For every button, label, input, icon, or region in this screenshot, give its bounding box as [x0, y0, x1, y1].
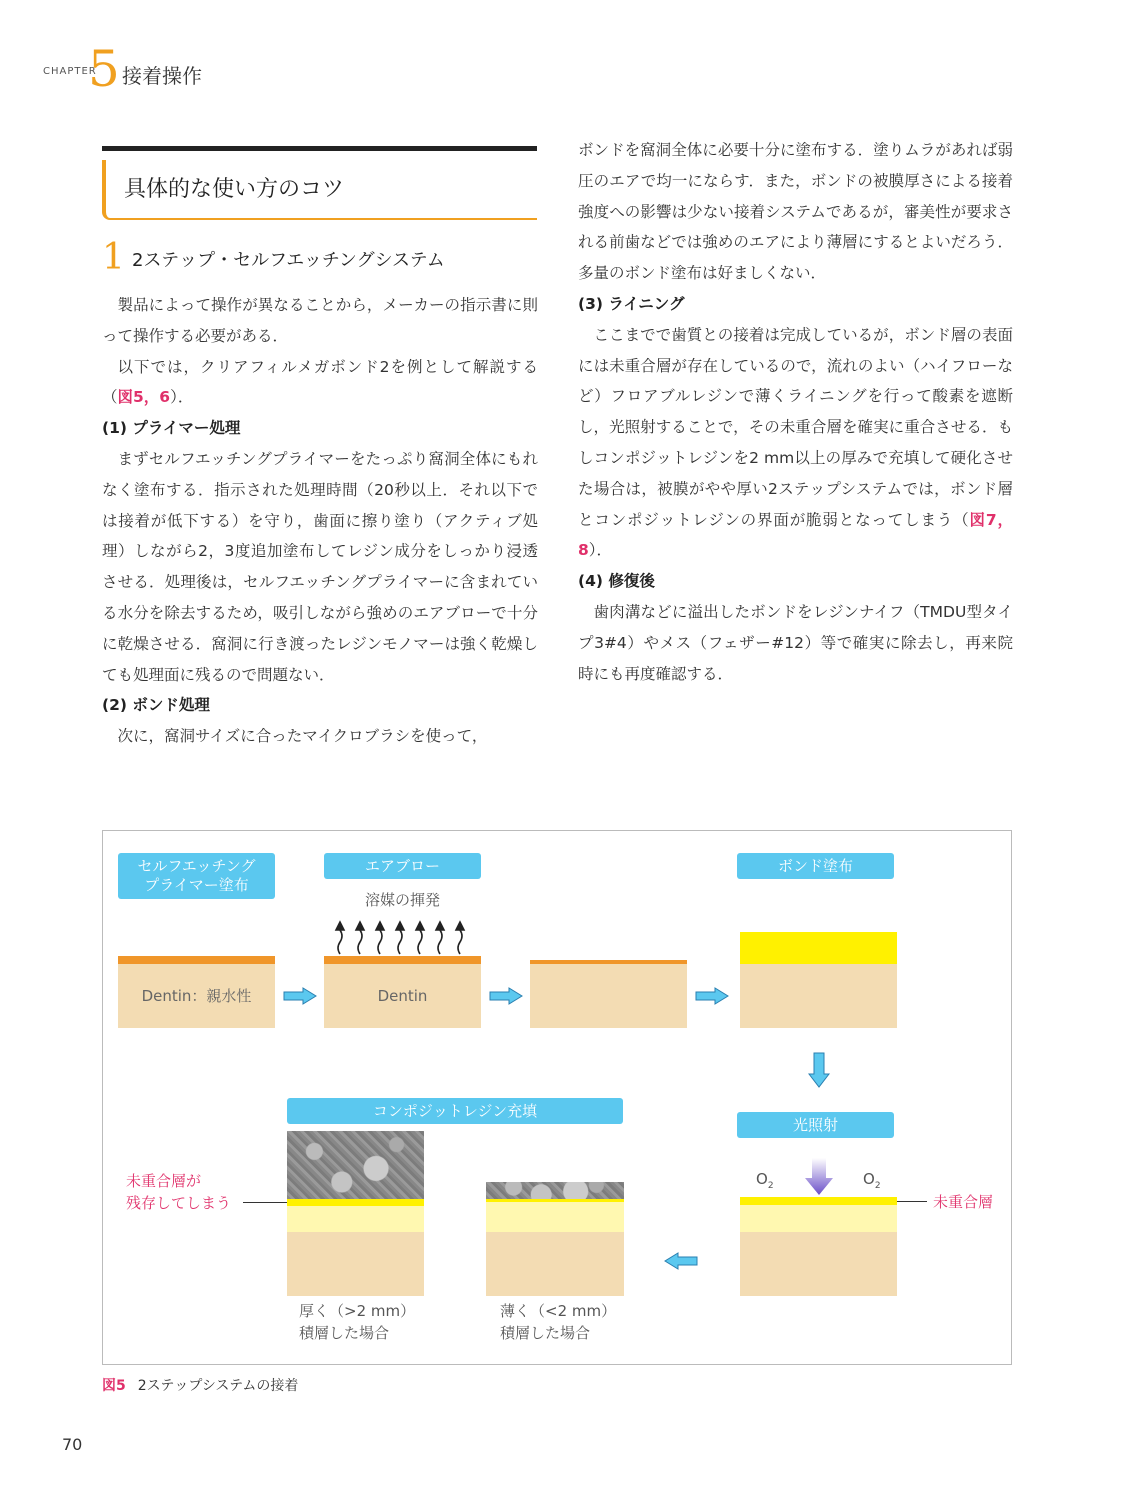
dentin-block: [486, 1232, 624, 1296]
dentin-block: Dentin：親水性: [118, 964, 275, 1028]
section-rule: [102, 146, 537, 151]
chapter-title: 接着操作: [122, 64, 202, 88]
unpolymerized-label: 未重合層: [933, 1193, 994, 1211]
dentin-block: [740, 1232, 897, 1296]
composite-resin-image: [486, 1182, 624, 1199]
leader-line: [243, 1202, 287, 1203]
arrow-right-icon: [695, 987, 729, 1005]
bond-layer: [486, 1202, 624, 1232]
bond-layer: [287, 1206, 424, 1232]
section-title: 具体的な使い方のコツ: [124, 177, 345, 202]
thick-case-label: 厚く（>2 mm） 積層した場合: [299, 1302, 416, 1342]
remaining-layer-label: 未重合層が 残存してしまう: [126, 1172, 232, 1212]
primer-layer: [118, 956, 275, 964]
arrow-right-icon: [489, 987, 523, 1005]
heading-bond: (2) ボンド処理: [102, 696, 210, 715]
heading-lining: (3) ライニング: [578, 294, 685, 313]
label-composite: コンポジットレジン充填: [287, 1098, 623, 1124]
bond-layer: [740, 932, 897, 964]
arrow-left-icon: [664, 1252, 698, 1270]
paragraph: ここまでで歯質との接着は完成しているが，ボンド層の表面には未重合層が存在しているので，流れのよい（ハイフローなど）フロアブルレジンで薄くライニングを行って酸素を遮断し，光照射することで，その未重合層を確実に重合させる．もしコンポジットレジンを2 mm以上の厚みで充填して硬化させた場合は，被膜がやや厚い2ステップシステムでは，ボンド層とコンポジットレジンの界面が脆弱となってしまう（図7，8）．: [578, 325, 1013, 560]
oxygen-label: $O_2$: [863, 1170, 881, 1191]
leader-line: [897, 1201, 927, 1202]
label-bond: ボンド塗布: [737, 853, 894, 879]
unpolymerized-layer: [740, 1197, 897, 1205]
subsection-number: 1: [102, 237, 125, 278]
page-number: 70: [62, 1435, 83, 1454]
subsection-title: 2ステップ・セルフエッチングシステム: [132, 250, 445, 271]
dentin-block: [530, 964, 687, 1028]
arrow-right-icon: [283, 987, 317, 1005]
primer-layer: [324, 956, 481, 964]
dentin-block: [740, 964, 897, 1028]
paragraph: ボンドを窩洞全体に必要十分に塗布する．塗りムラがあれば弱圧のエアで均一にならす．また，ボンドの被膜厚さによる接着強度への影響は少ない接着システムであるが，審美性が要求される前歯などでは強めのエアにより薄層にするとよいだろう．多量のボンド塗布は好ましくない．: [578, 141, 1013, 283]
arrow-down-icon: [808, 1052, 830, 1088]
chapter-label: CHAPTER: [43, 66, 97, 77]
oxygen-label: $O_2$: [756, 1170, 774, 1191]
figure-caption: 図5 2ステップシステムの接着: [102, 1378, 299, 1394]
figure-reference[interactable]: 図7，8: [578, 510, 1013, 560]
figure-reference[interactable]: 図5，6: [117, 388, 171, 407]
composite-resin-image: [287, 1131, 424, 1199]
heading-primer: (1) プライマー処理: [102, 419, 241, 438]
label-light: 光照射: [737, 1112, 894, 1138]
paragraph: 歯肉溝などに溢出したボンドをレジンナイフ（TMDU型タイプ3#4）やメス（フェザー#12）等で確実に除去し，再来院時にも再度確認する．: [578, 602, 1013, 683]
chapter-number: 5: [88, 40, 120, 98]
paragraph: まずセルフエッチングプライマーをたっぷり窩洞全体にもれなく塗布する．指示された処理時間（20秒以上．それ以下では接着が低下する）を守り，歯面に擦り塗り（アクティブ処理）しながら2，3度追加塗布してレジン成分をしっかり浸透させる．処理後は，セルフエッチングプライマーに含まれている水分を除去するため，吸引しながら強めのエアブローで十分に乾燥させる．窩洞に行き渡ったレジンモノマーは強く乾燥しても処理面に残るので問題ない．: [102, 449, 538, 684]
paragraph: 以下では，クリアフィルメガボンド2を例として解説する（図5，6）．: [102, 357, 538, 407]
paragraph: 製品によって操作が異なることから，メーカーの指示書に則って操作する必要がある．: [102, 296, 538, 345]
dentin-block: [287, 1232, 424, 1296]
solvent-label: 溶媒の揮発: [364, 891, 440, 909]
heading-after-restoration: (4) 修復後: [578, 572, 655, 591]
dentin-block: Dentin: [324, 964, 481, 1028]
thin-case-label: 薄く（<2 mm） 積層した場合: [500, 1302, 617, 1342]
paragraph: 次に，窩洞サイズに合ったマイクロブラシを使って，: [117, 727, 488, 746]
evaporation-arrows-icon: [330, 920, 475, 956]
light-arrow-icon: [804, 1158, 834, 1196]
bond-layer: [740, 1205, 897, 1232]
label-primer: セルフエッチング プライマー塗布: [118, 853, 275, 899]
unpolymerized-layer: [287, 1199, 424, 1206]
label-air-blow: エアブロー: [324, 853, 481, 879]
left-column: [102, 290, 538, 752]
right-column: [578, 135, 1013, 689]
